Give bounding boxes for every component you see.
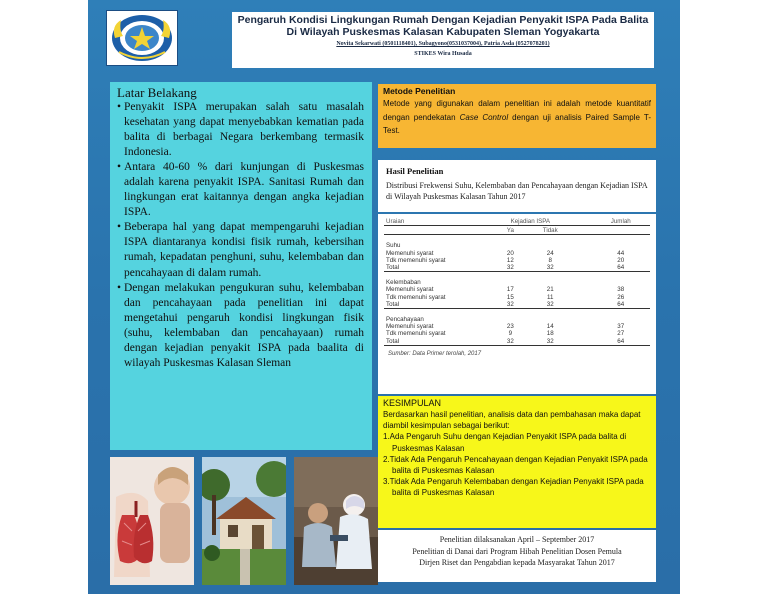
conclusion-item: 1.Ada Pengaruh Suhu dengan Kejadian Penyakit ISPA pada balita di Puskesmas Kalasan	[383, 432, 627, 453]
row-label: Total	[386, 264, 400, 272]
results-title: Hasil Penelitian	[386, 166, 444, 176]
conclusion-intro: Berdasarkan hasil penelitian, analisis data dan pembahasan maka dapat diambil kesimpulan sebagai berikut:	[383, 410, 641, 431]
row-label: Tdk memenuhi syarat	[386, 256, 446, 264]
group-title-row	[384, 242, 650, 249]
cell-tidak: 18	[546, 330, 554, 338]
background-title: Latar Belakang	[117, 85, 197, 100]
cell-jumlah: 26	[617, 293, 625, 301]
table-row	[384, 323, 650, 330]
method-text-post: dengan uji analisis Paired Sample T-Test.	[383, 112, 651, 135]
cell-tidak: 11	[547, 293, 554, 301]
cell-jumlah: 44	[617, 249, 625, 257]
conclusion-panel	[378, 396, 656, 528]
cell-jumlah: 27	[617, 330, 625, 338]
cell-tidak: 24	[546, 249, 554, 257]
table-row	[384, 294, 650, 301]
row-label: Total	[386, 337, 400, 345]
cell-jumlah: 37	[617, 323, 625, 331]
method-text-pre: Metode yang digunakan dalam penelitian ini adalah metode kuantitatif dengan pendekatan	[383, 99, 651, 122]
institution: STIKES Wira Husada	[414, 51, 472, 57]
cell-tidak: 32	[546, 300, 554, 308]
poster	[88, 0, 680, 594]
institution-logo	[106, 10, 178, 66]
cell-ya: 32	[506, 264, 514, 272]
cell-jumlah: 64	[617, 264, 625, 272]
row-label: Total	[386, 300, 400, 308]
group-name: Suhu	[386, 242, 401, 250]
col-jumlah: Jumlah	[610, 218, 631, 225]
poster-title-line1: Pengaruh Kondisi Lingkungan Rumah Dengan Kejadian Penyakit ISPA Pada Balita	[237, 14, 649, 26]
results-table-box	[378, 214, 656, 394]
photo-house	[202, 457, 286, 585]
photo-child-lungs	[110, 457, 194, 585]
group-title-row	[384, 279, 650, 286]
cell-jumlah: 64	[617, 300, 625, 308]
conclusion-title: KESIMPULAN	[383, 398, 442, 408]
row-label: Memenuhi syarat	[386, 323, 434, 331]
row-label: Memenuhi syarat	[386, 286, 434, 294]
table-source: Sumber: Data Primer terolah, 2017	[388, 350, 482, 357]
group-title-row	[384, 316, 650, 323]
background-item: • Beberapa hal yang dapat mempengaruhi kejadian ISPA diantaranya kondisi fisik rumah, kebersihan rumah, kepadatan penghuni, suhu, kelembaban dan pencahayaan di dalam rumah.	[117, 220, 364, 280]
method-text-italic: Case Control	[459, 112, 509, 122]
group-name: Pencahayaan	[386, 316, 424, 324]
results-table	[384, 218, 650, 347]
method-text	[383, 97, 651, 138]
table-row	[384, 250, 650, 257]
poster-header	[232, 12, 654, 68]
method-panel	[378, 84, 656, 148]
footer-line2: Penelitian di Danai dari Program Hibah Penelitian Dosen Pemula	[412, 546, 622, 556]
background-list	[117, 100, 364, 371]
background-item: • Dengan melakukan pengukuran suhu, kelembaban dan pencahayaan pada penelitian ini dapat mengetahui pengaruh kondisi lingkungan fisik (suhu, kelembaban dan pencahayaan) rumah dengan kejadian penyakit ISPA pada baalita di wilayah Puskesmas Kalasan Sleman	[117, 281, 364, 371]
col-kejadian: Kejadian ISPA	[510, 218, 551, 225]
cell-ya: 32	[506, 337, 514, 345]
footer-line1: Penelitian dilaksanakan April – September 2017	[439, 535, 595, 544]
col-ya: Ya	[506, 227, 514, 235]
authors: Novita Sekarwati (0501118401), Subagyono(0531037004), Patria Asda (0527078201)	[336, 41, 550, 47]
row-label: Tdk memenuhi syarat	[386, 293, 446, 301]
table-subheader-row	[384, 227, 650, 235]
col-uraian: Uraian	[386, 218, 405, 225]
row-label: Memenuhi syarat	[386, 249, 434, 257]
photo-nurse-patient	[294, 457, 378, 585]
funding-footer	[378, 530, 656, 582]
cell-jumlah: 64	[617, 337, 625, 345]
conclusion-item: 3.Tidak Ada Pengaruh Kelembaban dengan Kejadian Penyakit ISPA pada balita di Puskesmas Kalasan	[383, 477, 644, 498]
table-row	[384, 264, 650, 272]
table-row	[384, 330, 650, 337]
cell-tidak: 32	[546, 337, 554, 345]
footer-line3: Dirjen Riset dan Pengabdian kepada Masyarakat Tahun 2017	[419, 558, 615, 567]
cell-jumlah: 20	[617, 256, 625, 264]
logo-emblem-icon	[109, 12, 175, 64]
method-title: Metode Penelitian	[383, 86, 456, 96]
cell-ya: 23	[506, 323, 514, 331]
conclusion-item: 2.Tidak Ada Pengaruh Pencahayaan dengan Kejadian Penyakit ISPA pada balita di Puskesmas Kalasan	[383, 454, 648, 476]
table-row	[384, 301, 650, 309]
poster-title-line2: Di Wilayah Puskesmas Kalasan Kabupaten Sleman Yogyakarta	[286, 26, 600, 38]
results-subtitle: Distribusi Frekwensi Suhu, Kelembaban dan Pencahayaan dengan Kejadian ISPA di Wilayah Puskesmas Kalasan Tahun 2017	[386, 181, 648, 201]
background-item: • Antara 40-60 % dari kunjungan di Puskesmas adalah karena penyakit ISPA. Sanitasi Rumah dan lingkungan erat kaitannya dengan angka kejadian ISPA.	[117, 160, 364, 220]
table-row	[384, 338, 650, 346]
table-row	[384, 257, 650, 264]
table-row	[384, 286, 650, 293]
table-header-row	[384, 218, 650, 226]
cell-ya: 9	[508, 330, 513, 338]
cell-jumlah: 38	[617, 286, 625, 294]
col-tidak: Tidak	[542, 227, 558, 235]
cell-ya: 15	[506, 293, 514, 301]
row-label: Tdk memenuhi syarat	[386, 330, 446, 338]
cell-ya: 20	[506, 249, 514, 257]
cell-tidak: 8	[548, 256, 552, 264]
cell-ya: 12	[506, 256, 514, 264]
background-item: • Penyakit ISPA merupakan salah satu masalah kesehatan yang dapat menyebabkan kematian pada balita di berbagai Negara berkembang termasik Indonesia.	[117, 100, 364, 160]
background-panel	[110, 82, 372, 450]
cell-ya: 32	[506, 300, 514, 308]
cell-tidak: 21	[546, 286, 554, 294]
cell-tidak: 32	[546, 264, 554, 272]
group-name: Kelembaban	[386, 279, 421, 287]
cell-tidak: 14	[546, 323, 554, 331]
cell-ya: 17	[506, 286, 514, 294]
results-panel	[378, 160, 656, 212]
